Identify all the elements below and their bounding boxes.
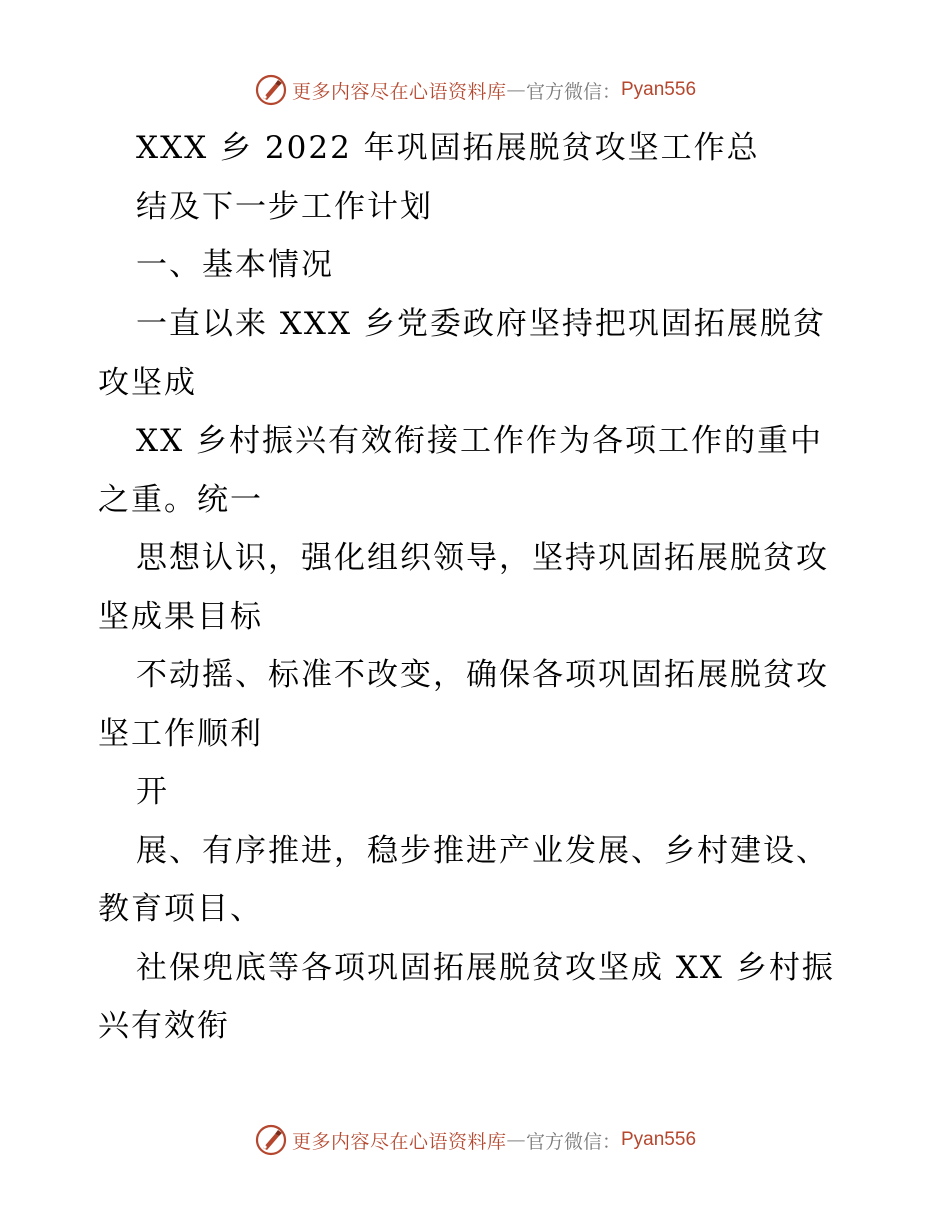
watermark-dash: — [506, 1129, 526, 1151]
paragraph-line: 坚工作顺利 [98, 716, 263, 752]
paragraph-line: 社保兜底等各项巩固拓展脱贫攻坚成 XX 乡村振 [136, 950, 835, 986]
watermark-official-label: 官方微信： [525, 1130, 621, 1153]
watermark-wechat-id: Pyan556 [621, 1129, 697, 1150]
paragraph-line: 不动摇、标准不改变，确保各项巩固拓展脱贫攻 [136, 657, 829, 693]
watermark-text: 更多内容尽在心语资料库 [291, 80, 507, 103]
watermark-dash: — [506, 79, 526, 101]
paragraph-line: XX 乡村振兴有效衔接工作作为各项工作的重中 [136, 423, 823, 459]
footer-watermark [0, 1122, 950, 1158]
document-title-line-2: 结及下一步工作计划 [136, 189, 433, 225]
watermark-official-label: 官方微信： [525, 80, 621, 103]
header-watermark [0, 72, 950, 108]
paragraph-line: 开 [136, 774, 169, 810]
paragraph-line: 坚成果目标 [98, 599, 263, 635]
watermark-wechat-id: Pyan556 [621, 79, 697, 100]
paragraph-line: 教育项目、 [98, 891, 263, 927]
pen-nib-circle-icon [254, 1123, 288, 1157]
watermark-text: 更多内容尽在心语资料库 [291, 1130, 507, 1153]
paragraph-line: 攻坚成 [98, 365, 197, 401]
paragraph-line: 之重。统一 [98, 482, 263, 518]
paragraph-line: 一直以来 XXX 乡党委政府坚持把巩固拓展脱贫 [136, 306, 826, 342]
paragraph-line: 展、有序推进，稳步推进产业发展、乡村建设、 [136, 833, 829, 869]
paragraph-line: 兴有效衔 [98, 1008, 230, 1044]
section-heading: 一、基本情况 [136, 247, 334, 283]
pen-nib-circle-icon [254, 73, 288, 107]
document-title-line-1: XXX 乡 2022 年巩固拓展脱贫攻坚工作总 [136, 130, 760, 166]
paragraph-line: 思想认识，强化组织领导，坚持巩固拓展脱贫攻 [136, 540, 829, 576]
